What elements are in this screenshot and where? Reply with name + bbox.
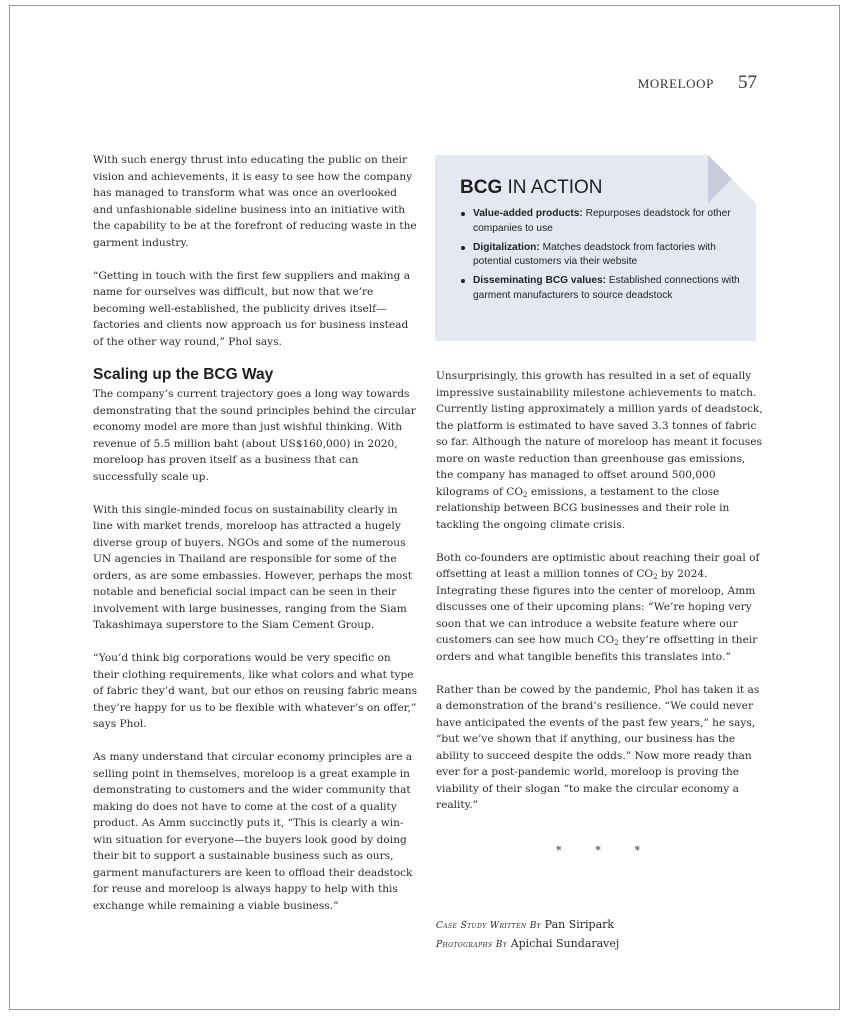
item-text: Established connections with garment manufacturers to source deadstock: [473, 275, 740, 301]
paragraph: “You’d think big corporations would be very specific on their clothing requirements, like what colors and what type of fabric they’d want, but our ethos on reusing fabric means they’re happy for us to be flexible with whatever’s on offer,” says Phol.: [93, 652, 418, 730]
item-label: Digitalization:: [473, 241, 540, 253]
subscript: 2: [523, 490, 528, 499]
paragraph: With such energy thrust into educating the public on their vision and achievements, it is easy to see how the company has managed to transform what was once an overlooked and unfashionable sideline business into an initiative with the capability to be at the forefront of reducing waste in the garment industry.: [93, 154, 417, 249]
writer-credit-label: Case Study Written By: [436, 921, 542, 931]
writer-credit: [436, 916, 619, 935]
page-fold-corner: [708, 155, 756, 203]
paragraph: [436, 368, 764, 533]
item-text: Repurposes deadstock for other companies to use: [473, 208, 731, 234]
right-column: [436, 368, 764, 830]
dinkus-star: *: [634, 844, 640, 857]
paragraph: The company’s current trajectory goes a long way towards demonstrating that the sound principles behind the circular economy model are more than just wishful thinking. With revenue of 5.5 million baht (about US$160,000) in 2020, moreloop has proven itself as a business that can successfully scale up.: [93, 388, 416, 483]
text-run: emissions, a testament to the close relationship between BCG businesses and their role in tackling the ongoing climate crisis.: [436, 485, 730, 531]
item-label: Value-added products:: [473, 208, 583, 219]
subscript: 2: [653, 573, 658, 581]
subscript: 2: [614, 639, 619, 647]
credits: [436, 916, 619, 954]
item-text: Matches deadstock from factories with potential customers via their website: [473, 241, 716, 268]
sidebar-title-rest: IN ACTION: [502, 177, 603, 198]
text-run: Both co-founders are optimistic about reaching their goal of offsetting at least a million tonnes of CO: [436, 551, 760, 580]
dinkus-star: *: [556, 844, 562, 857]
photographer-name: Apichai Sundaravej: [510, 937, 620, 950]
section-name: MORELOOP: [637, 76, 714, 91]
dinkus-star: *: [595, 844, 601, 857]
text-run: Unsurprisingly, this growth has resulted in a set of equally impressive sustainability milestone achievements to match. Currently listing approximately a million yards of deadstock, the platform is estimated to have saved 3.3 tonnes of fabric so far. Although the nature of moreloop has meant it focuses more on waste reduction than greenhouse gas emissions, the company has managed to offset around 500,000 kilograms of CO: [436, 370, 763, 498]
section-break-dinkus: [556, 844, 640, 857]
sidebar-list: [460, 207, 740, 308]
paragraph: [436, 550, 764, 666]
bcg-in-action-sidebar: [435, 155, 756, 341]
section-heading: Scaling up the BCG Way: [93, 365, 274, 383]
text-run: by 2024. Integrating these figures into the center of moreloop, Amm discusses one of their upcoming plans: “We’re hoping very soon that we can introduce a website feature where our customers can see how much CO: [436, 568, 756, 646]
item-label: Disseminating BCG values:: [473, 275, 607, 287]
left-column: [93, 152, 419, 931]
sidebar-list-item: [460, 207, 740, 237]
sidebar-list-item: [460, 241, 740, 271]
paragraph: “Getting in touch with the first few suppliers and making a name for ourselves was difficult, but now that we’re becoming well-established, the publicity drives itself—factories and clients now approach us for business instead of the other way round,” Phol says.: [93, 269, 411, 348]
sidebar-list-item: [460, 274, 740, 304]
photo-credit: [436, 935, 619, 954]
page-number: 57: [738, 72, 757, 93]
photo-credit-label: Photographs By: [436, 940, 508, 950]
text-run: they’re offsetting in their orders and what tangible benefits this translates into.”: [436, 634, 758, 663]
page-header: [638, 72, 757, 94]
paragraph: Rather than be cowed by the pandemic, Phol has taken it as a demonstration of the brand’s resilience. “We could never have anticipated the events of the past few years,” he says, “but we’ve shown that if anything, our business has the ability to succeed despite the odds.” Now more ready than ever for a post-pandemic world, moreloop is proving the viability of their slogan “to make the circular economy a reality.”: [436, 683, 760, 811]
paragraph: With this single-minded focus on sustainability clearly in line with market trends, moreloop has attracted a hugely diverse group of buyers. NGOs and some of the numerous UN agencies in Thailand are responsible for some of the orders, as are some embassies. However, perhaps the most notable and beneficial social impact can be seen in their involvement with large businesses, ranging from the Siam Takashimaya superstore to the Siam Cement Group.: [93, 503, 412, 631]
writer-name: Pan Siripark: [544, 918, 615, 931]
paragraph: As many understand that circular economy principles are a selling point in themselves, moreloop is a great example in demonstrating to customers and the wider community that making do does not have to come at the cost of a quality product. As Amm succinctly puts it, “This is clearly a win-win situation for everyone—the buyers look good by doing their bit to support a sustainable business such as ours, garment manufacturers are keen to offload their deadstock for reuse and moreloop is always happy to help with this exchange while remaining a viable business.”: [93, 751, 413, 912]
sidebar-title: [460, 177, 603, 199]
sidebar-title-bold: BCG: [460, 177, 503, 198]
